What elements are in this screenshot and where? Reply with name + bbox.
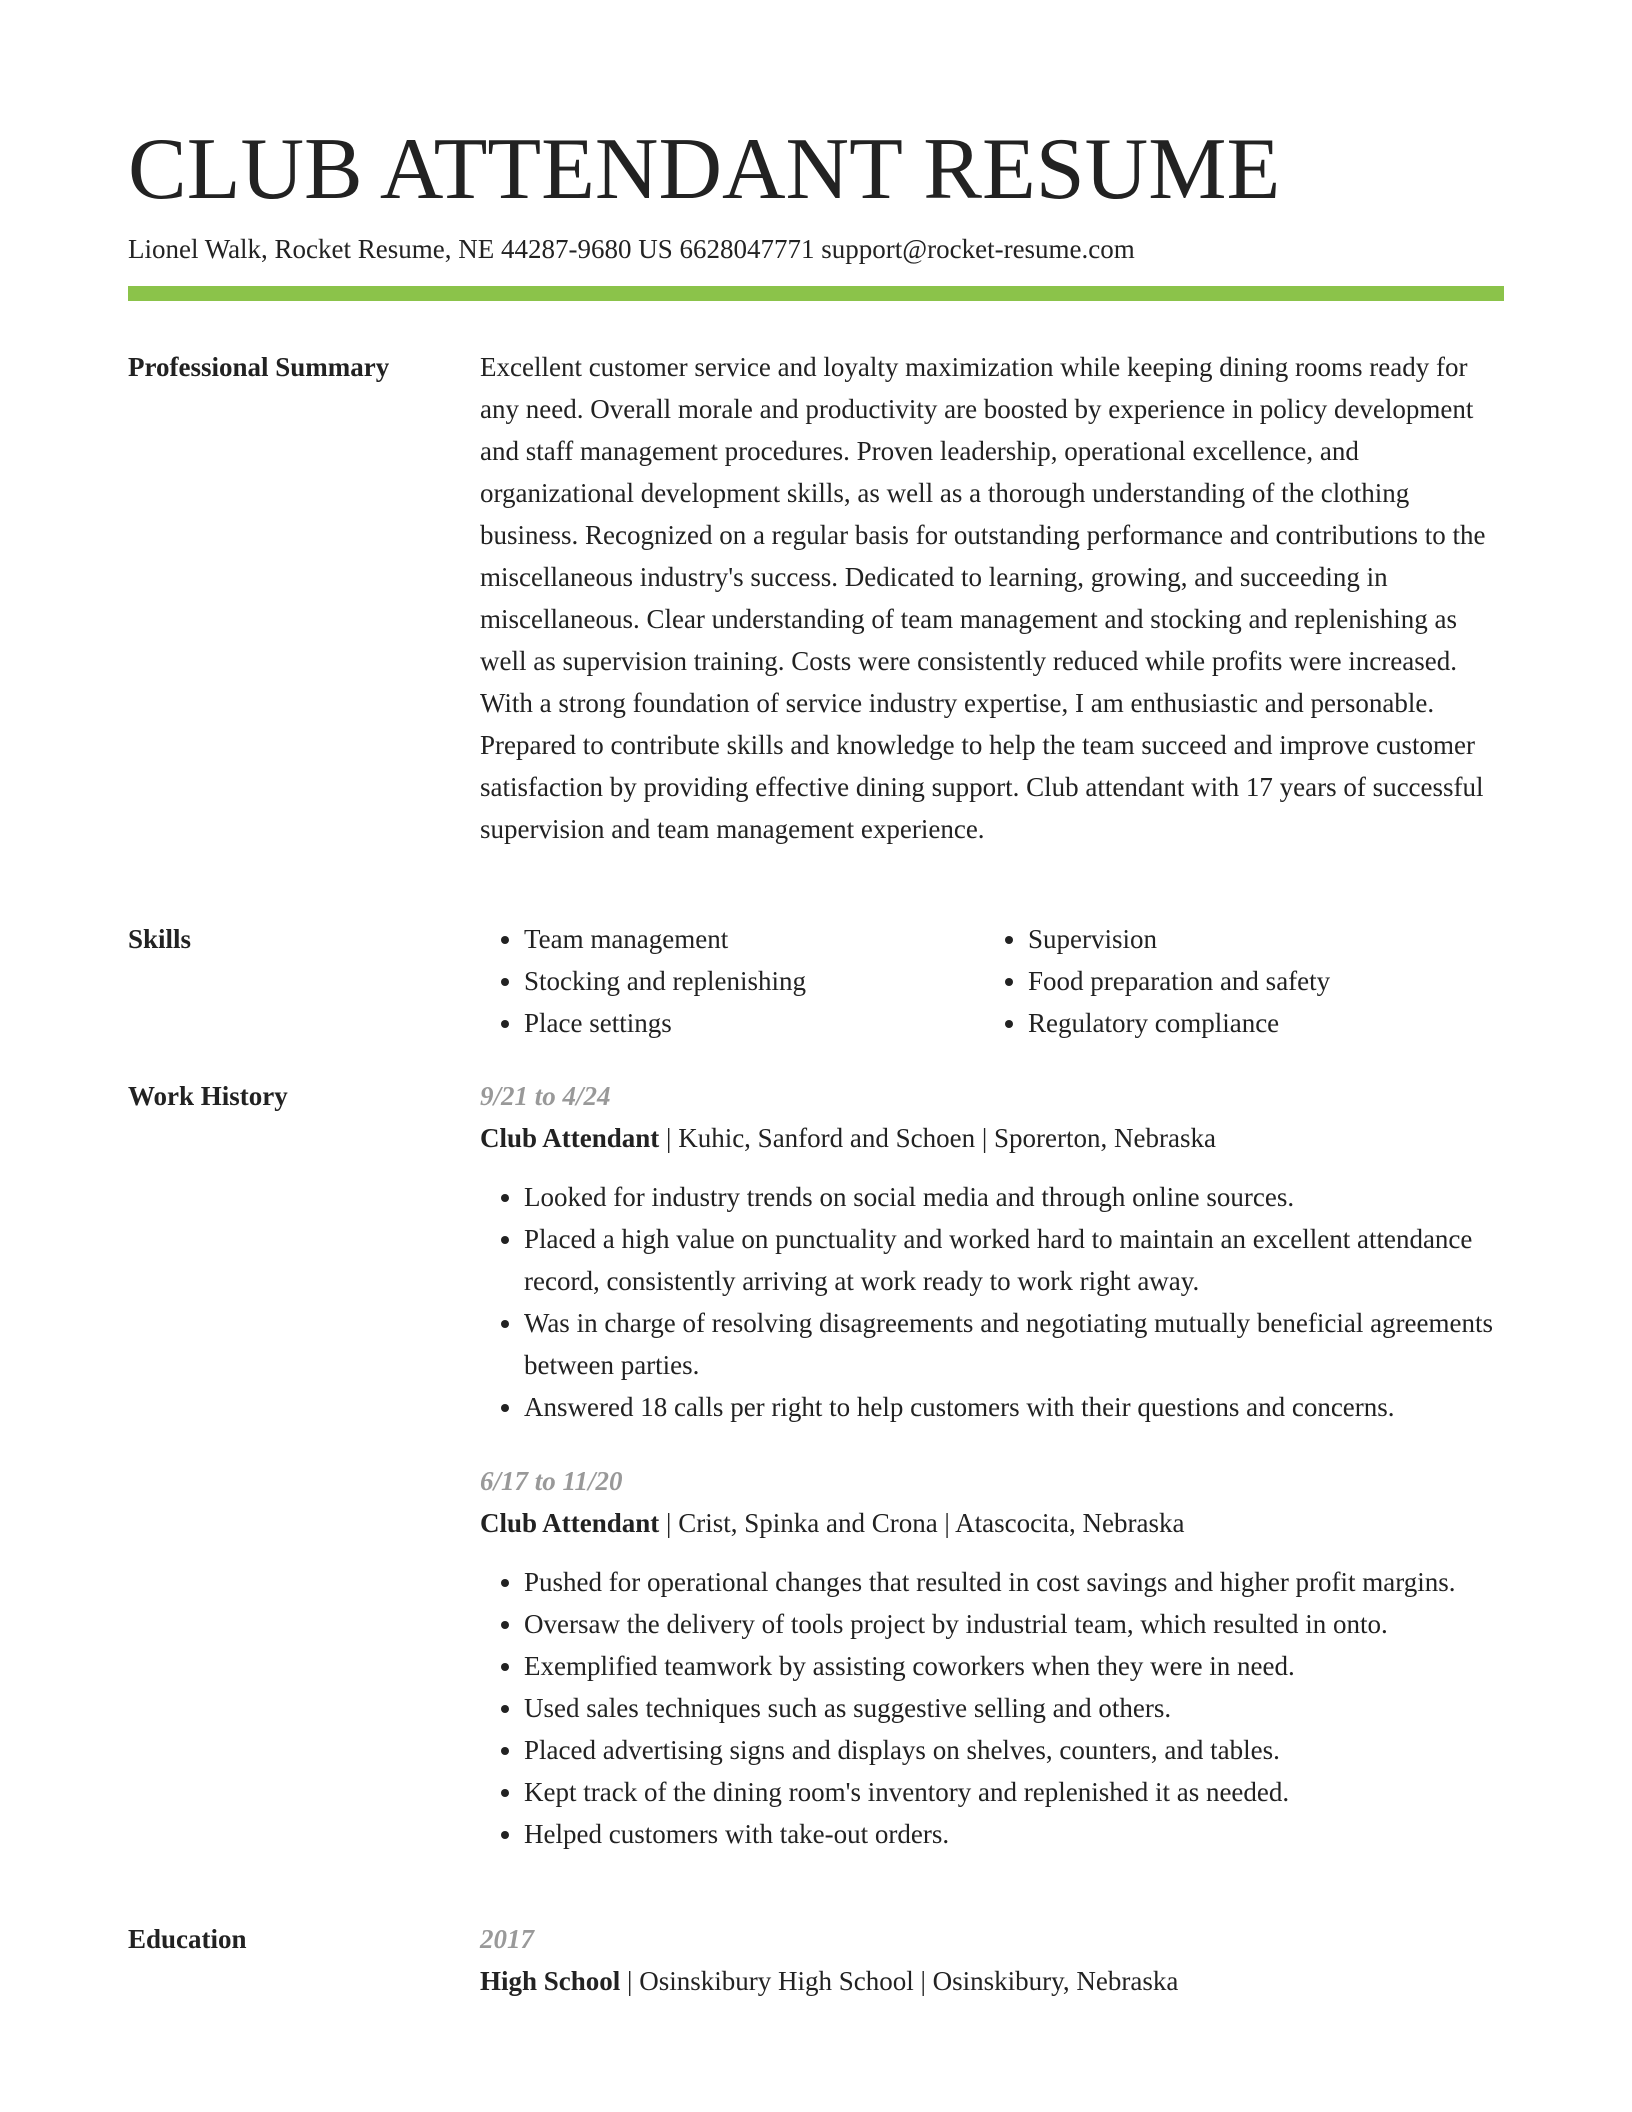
job-bullets — [480, 1176, 1504, 1428]
work-history-body — [480, 1075, 1504, 1855]
job-details: | Crist, Spinka and Crona | Atascocita, Nebraska — [659, 1508, 1185, 1538]
job-bullet: • Kept track of the dining room's inventory and replenished it as needed. — [524, 1771, 1504, 1813]
skill-item: • Place settings — [524, 1002, 984, 1044]
job-entry — [480, 1075, 1504, 1428]
job-bullet: • Helped customers with take-out orders. — [524, 1813, 1504, 1855]
job-bullet: • Oversaw the delivery of tools project by industrial team, which resulted in onto. — [524, 1603, 1504, 1645]
skills-body — [480, 918, 1504, 1044]
resume-title: CLUB ATTENDANT RESUME — [128, 121, 1281, 218]
skills-list-right — [984, 918, 1488, 1044]
work-history-heading: Work History — [128, 1081, 288, 1111]
skill-item: • Food preparation and safety — [1028, 960, 1488, 1002]
education-date: 2017 — [480, 1924, 534, 1954]
job-bullet: • Placed a high value on punctuality and worked hard to maintain an excellent attendance record, consistently arriving at work ready to work right away. — [524, 1218, 1504, 1302]
skill-item: • Regulatory compliance — [1028, 1002, 1488, 1044]
job-bullet: • Was in charge of resolving disagreements and negotiating mutually beneficial agreements between parties. — [524, 1302, 1504, 1386]
contact-line: Lionel Walk, Rocket Resume, NE 44287-9680 US 6628047771 support@rocket-resume.com — [128, 234, 1135, 264]
job-bullet: • Looked for industry trends on social media and through online sources. — [524, 1176, 1504, 1218]
skills-list-left — [480, 918, 984, 1044]
job-dates: 6/17 to 11/20 — [480, 1466, 623, 1496]
job-bullet: • Pushed for operational changes that resulted in cost savings and higher profit margins. — [524, 1561, 1504, 1603]
job-bullet: • Placed advertising signs and displays on shelves, counters, and tables. — [524, 1729, 1504, 1771]
job-details: | Kuhic, Sanford and Schoen | Sporerton, Nebraska — [659, 1123, 1216, 1153]
education-line — [480, 1960, 1504, 2002]
job-bullets — [480, 1561, 1504, 1855]
job-title: Club Attendant — [480, 1508, 660, 1538]
summary-body — [480, 346, 1504, 850]
job-role-line — [480, 1502, 1504, 1544]
summary-text: Excellent customer service and loyalty maximization while keeping dining rooms ready for any need. Overall morale and productivity are boosted by experience in policy development and staff management procedures. Proven leadership, operational excellence, and organizational development skills, as well as a thorough understanding of the clothing business. Recognized on a regular basis for outstanding performance and contributions to the miscellaneous industry's success. Dedicated to learning, growing, and succeeding in miscellaneous. Clear understanding of team management and stocking and replenishing as well as supervision training. Costs were consistently reduced while profits were increased. With a strong foundation of service industry expertise, I am enthusiastic and personable. Prepared to contribute skills and knowledge to help the team succeed and improve customer satisfaction by providing effective dining support. Club attendant with 17 years of successful supervision and team management experience. — [480, 352, 1486, 844]
education-degree: High School — [480, 1966, 621, 1996]
skill-item: • Team management — [524, 918, 984, 960]
education-body — [480, 1918, 1504, 2002]
header-divider — [128, 286, 1504, 301]
job-entry — [480, 1460, 1504, 1855]
job-bullet: • Exemplified teamwork by assisting coworkers when they were in need. — [524, 1645, 1504, 1687]
job-dates: 9/21 to 4/24 — [480, 1081, 611, 1111]
job-role-line — [480, 1117, 1504, 1159]
education-heading: Education — [128, 1924, 247, 1954]
job-title: Club Attendant — [480, 1123, 660, 1153]
job-bullet: • Answered 18 calls per right to help customers with their questions and concerns. — [524, 1386, 1504, 1428]
summary-heading: Professional Summary — [128, 352, 390, 382]
skill-item: • Supervision — [1028, 918, 1488, 960]
skill-item: • Stocking and replenishing — [524, 960, 984, 1002]
skills-grid — [480, 918, 1504, 1044]
skills-heading: Skills — [128, 924, 192, 954]
education-details: | Osinskibury High School | Osinskibury, Nebraska — [620, 1966, 1179, 1996]
job-bullet: • Used sales techniques such as suggestive selling and others. — [524, 1687, 1504, 1729]
